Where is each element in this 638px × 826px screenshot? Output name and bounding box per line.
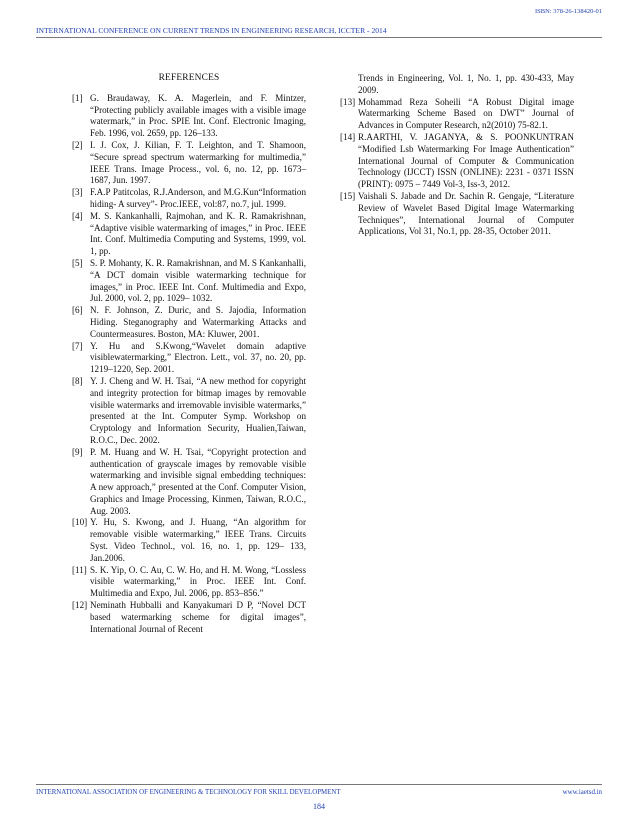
conference-title: INTERNATIONAL CONFERENCE ON CURRENT TRENDS IN ENGINEERING RESEARCH, ICCTER - 2014	[36, 26, 387, 35]
reference-item	[72, 376, 306, 447]
reference-text: Mohammad Reza Soheili “A Robust Digital image Watermarking Scheme Based on DWT” Journal of Advances in Computer Research, n2(2010) 75-82.1.	[358, 96, 574, 131]
reference-item	[340, 97, 574, 132]
reference-number: [13]	[340, 96, 356, 107]
reference-text: G. Braudaway, K. A. Magerlein, and F. Mintzer, “Protecting publicly available images with a visible image watermark,” in Proc. SPIE Int. Conf. Electronic Imaging, Feb. 1996, vol. 2659, pp. 126–133.	[90, 92, 306, 139]
footer-association: INTERNATIONAL ASSOCIATION OF ENGINEERING & TECHNOLOGY FOR SKILL DEVELOPMENT	[36, 789, 341, 796]
reference-number: [10]	[72, 517, 88, 528]
references-column-right	[340, 73, 574, 238]
reference-text: Y. Hu, S. Kwong, and J. Huang, “An algorithm for removable visible watermarking,” IEEE Trans. Circuits Syst. Video Technol., vol. 16, no. 1, pp. 129– 133, Jan.2006.	[90, 517, 306, 563]
reference-item	[340, 132, 574, 191]
reference-text: Y. J. Cheng and W. H. Tsai, “A new method for copyright and integrity protection for bitmap images by removable visible watermarks and irremovable invisible watermarks,” presented at the Int. Computer Symp. Workshop on Cryptology and Information Security, Hualien,Taiwan, R.O.C., Dec. 2002.	[90, 375, 306, 445]
reference-item	[72, 211, 306, 258]
reference-list-left	[72, 93, 306, 636]
reference-text: Y. Hu and S.Kwong,“Wavelet domain adaptive visiblewatermarking,” Electron. Lett., vol. 37, no. 20, pp. 1219–1220, Sep. 2001.	[90, 340, 306, 375]
footer-website: www.iaetsd.in	[562, 789, 602, 796]
reference-number: [15]	[340, 190, 356, 201]
reference-list-right	[340, 97, 574, 239]
reference-number: [2]	[72, 139, 83, 150]
reference-number: [1]	[72, 92, 83, 103]
reference-text: Vaishali S. Jabade and Dr. Sachin R. Gengaje, “Literature Review of Wavelet Based Digital Image Watermarking Techniques”, International Journal of Computer Applications, Vol 31, No.1, pp. 28-35, October 2011.	[358, 190, 574, 237]
reference-item	[72, 565, 306, 600]
reference-item	[72, 517, 306, 564]
reference-text: S. P. Mohanty, K. R. Ramakrishnan, and M. S Kankanhalli, “A DCT domain visible watermarking technique for images,” in Proc. IEEE Int. Conf. Multimedia and Expo, Jul. 2000, vol. 2, pp. 1029– 1032.	[90, 257, 306, 304]
reference-text: I. J. Cox, J. Kilian, F. T. Leighton, and T. Shamoon, “Secure spread spectrum watermarking for multimedia,” IEEE Trans. Image Process., vol. 6, no. 12, pp. 1673– 1687, Jun. 1997.	[90, 139, 306, 186]
reference-text: Neminath Hubballi and Kanyakumari D P, “Novel DCT based watermarking scheme for digital images”, International Journal of Recent	[90, 600, 306, 634]
reference-text: F.A.P Patitcolas, R.J.Anderson, and M.G.Kun“Information hiding- A survey”- Proc.IEEE, vol:87, no.7, jul. 1999.	[90, 187, 306, 209]
reference-number: [12]	[72, 600, 88, 611]
reference-continuation: Trends in Engineering, Vol. 1, No. 1, pp. 430-433, May 2009.	[358, 73, 574, 95]
reference-number: [9]	[72, 446, 83, 457]
reference-item	[72, 447, 306, 518]
reference-item	[72, 600, 306, 635]
reference-number: [4]	[72, 210, 83, 221]
page-number: 184	[313, 802, 325, 811]
references-column-left	[72, 73, 306, 635]
reference-item	[72, 258, 306, 305]
references-heading: REFERENCES	[158, 73, 220, 83]
reference-number: [7]	[72, 340, 83, 351]
reference-text: R.AARTHI, V. JAGANYA, & S. POONKUNTRAN “Modified Lsb Watermarking For Image Authentication” International Journal of Computer & Communication Technology (IJCCT) ISSN (ONLINE): 2231 - 0371 ISSN (PRINT): 0975 – 7449 Vol-3, Iss-3, 2012.	[358, 131, 574, 190]
header-divider	[36, 37, 602, 38]
reference-number: [3]	[72, 187, 83, 198]
reference-number: [6]	[72, 305, 83, 316]
reference-item	[72, 140, 306, 187]
footer-divider	[36, 784, 602, 785]
reference-item	[72, 341, 306, 376]
reference-number: [11]	[72, 564, 87, 575]
reference-number: [14]	[340, 131, 356, 142]
reference-item	[72, 187, 306, 211]
reference-text: P. M. Huang and W. H. Tsai, “Copyright protection and authentication of grayscale images by removable visible watermarking and invisible signal embedding techniques: A new approach,” presented at the Conf. Computer Vision, Graphics and Image Processing, Kinmen, Taiwan, R.O.C., Aug. 2003.	[90, 446, 306, 516]
reference-text: N. F. Johnson, Z. Duric, and S. Jajodia, Information Hiding. Steganography and Watermarking Attacks and Countermeasures. Boston, MA: Kluwer, 2001.	[90, 305, 306, 339]
reference-number: [8]	[72, 375, 83, 386]
reference-item	[72, 93, 306, 140]
reference-text: M. S. Kankanhalli, Rajmohan, and K. R. Ramakrishnan, “Adaptive visible watermarking of images,” in Proc. IEEE Int. Conf. Multimedia Computing and Systems, 1999, vol. 1, pp.	[90, 210, 306, 257]
reference-item	[72, 305, 306, 340]
reference-item	[340, 191, 574, 238]
isbn-label: ISBN: 378-26-138420-01	[535, 8, 602, 15]
reference-number: [5]	[72, 257, 83, 268]
reference-text: S. K. Yip, O. C. Au, C. W. Ho, and H. M. Wong, “Lossless visible watermarking,” in Proc. IEEE Int. Conf. Multimedia and Expo, Jul. 2006, pp. 853–856.”	[90, 564, 306, 599]
